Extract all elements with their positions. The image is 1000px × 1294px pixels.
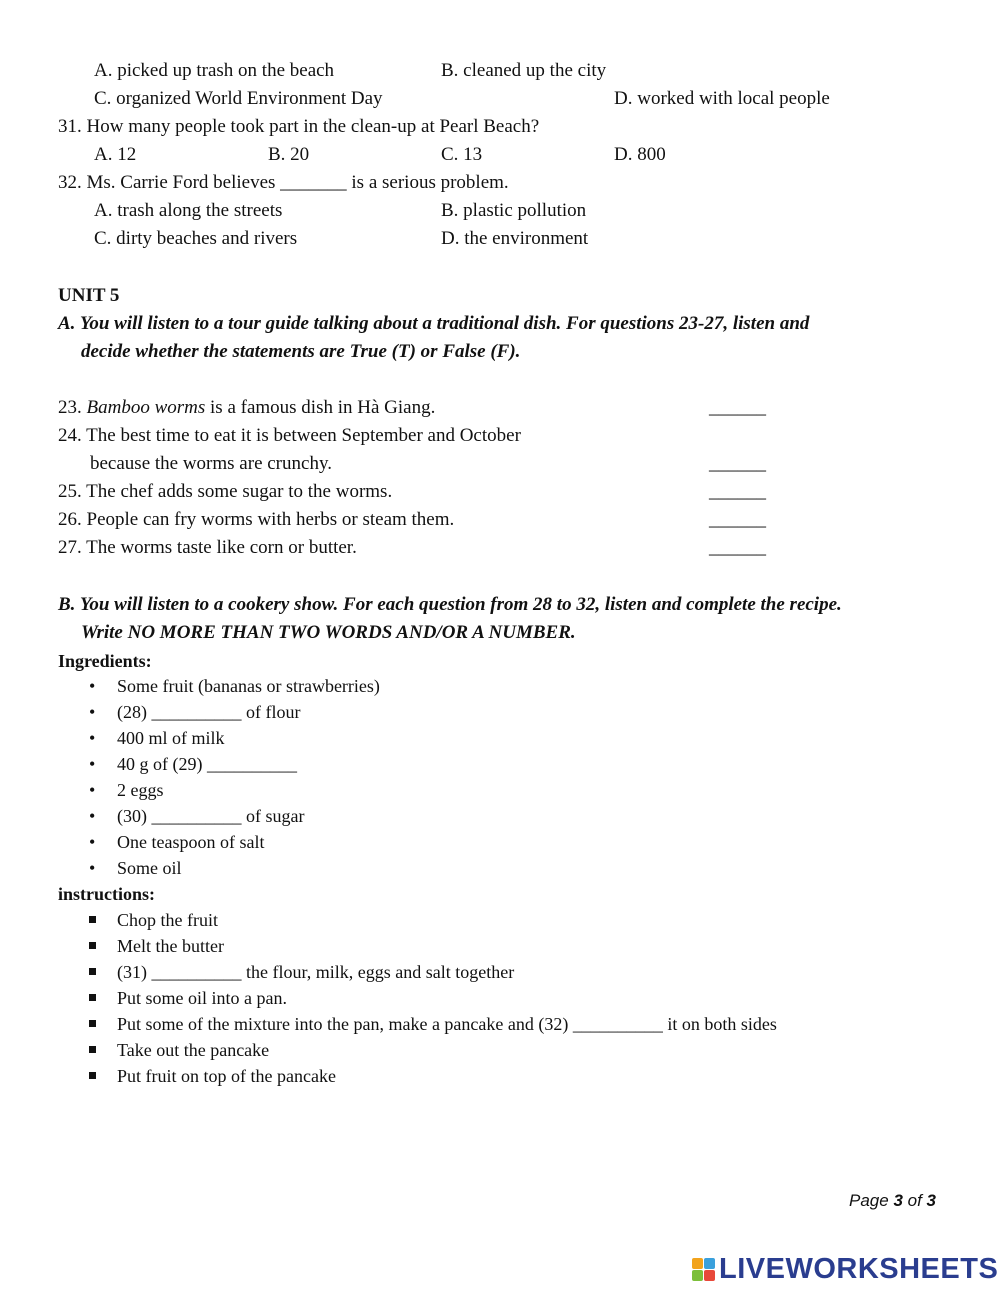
ingredient-item-q28[interactable]: (28) __________ of flour	[117, 702, 301, 722]
ingredient-item: Some fruit (bananas or strawberries)	[117, 676, 380, 696]
ingredients-label: Ingredients:	[58, 651, 152, 671]
section-a-instruction-line2: decide whether the statements are True (T) or False (F).	[81, 341, 521, 362]
square-bullet-icon	[89, 1046, 96, 1053]
square-bullet-icon	[89, 1020, 96, 1027]
ingredient-item: Some oil	[117, 858, 182, 878]
bullet-icon: •	[89, 702, 96, 722]
ingredient-item-q30[interactable]: (30) __________ of sugar	[117, 806, 305, 826]
page-number: Page 3 of 3	[849, 1191, 936, 1210]
bullet-icon: •	[89, 754, 96, 774]
ingredient-item: 400 ml of milk	[117, 728, 225, 748]
logo-icon	[692, 1258, 716, 1282]
ingredient-item-q29[interactable]: 40 g of (29) __________	[117, 754, 297, 774]
q30-option-a: A. picked up trash on the beach	[94, 60, 335, 81]
section-b-instruction-line1: B. You will listen to a cookery show. For each question from 28 to 32, listen and complete the recipe.	[58, 594, 842, 615]
square-bullet-icon	[89, 994, 96, 1001]
q31-question: 31. How many people took part in the clean-up at Pearl Beach?	[58, 116, 540, 137]
instruction-item-q32[interactable]: Put some of the mixture into the pan, make a pancake and (32) __________ it on both sides	[117, 1014, 777, 1034]
ingredient-item: 2 eggs	[117, 780, 164, 800]
unit-heading: UNIT 5	[58, 285, 120, 306]
bullet-icon: •	[89, 858, 96, 878]
instruction-item: Chop the fruit	[117, 910, 218, 930]
q27-answer-blank[interactable]: ______	[709, 537, 766, 558]
ingredient-item: One teaspoon of salt	[117, 832, 265, 852]
q26-answer-blank[interactable]: ______	[709, 509, 766, 530]
q24-statement-line2: because the worms are crunchy.	[90, 453, 332, 474]
q24-answer-blank[interactable]: ______	[709, 453, 766, 474]
square-bullet-icon	[89, 916, 96, 923]
logo-text: LIVEWORKSHEETS	[719, 1253, 999, 1285]
q31-option-d: D. 800	[614, 144, 666, 165]
q25-answer-blank[interactable]: ______	[709, 481, 766, 502]
instruction-item: Put some oil into a pan.	[117, 988, 287, 1008]
q27-statement: 27. The worms taste like corn or butter.	[58, 537, 357, 558]
bullet-icon: •	[89, 780, 96, 800]
q32-option-a: A. trash along the streets	[94, 200, 283, 221]
bullet-icon: •	[89, 728, 96, 748]
square-bullet-icon	[89, 968, 96, 975]
q31-option-c: C. 13	[441, 144, 483, 165]
q30-option-b: B. cleaned up the city	[441, 60, 607, 81]
square-bullet-icon	[89, 942, 96, 949]
instruction-item: Take out the pancake	[117, 1040, 270, 1060]
instructions-label: instructions:	[58, 884, 156, 904]
section-b-instruction-line2: Write NO MORE THAN TWO WORDS AND/OR A NUMBER.	[81, 622, 576, 643]
q30-option-d: D. worked with local people	[614, 88, 830, 109]
instruction-item-q31[interactable]: (31) __________ the flour, milk, eggs and salt together	[117, 962, 515, 982]
section-a-instruction-line1: A. You will listen to a tour guide talking about a traditional dish. For questions 23-27, listen and	[58, 313, 810, 334]
q31-option-a: A. 12	[94, 144, 137, 165]
instruction-item: Put fruit on top of the pancake	[117, 1066, 336, 1086]
q26-statement: 26. People can fry worms with herbs or steam them.	[58, 509, 455, 530]
q30-option-c: C. organized World Environment Day	[94, 88, 383, 109]
q32-option-b: B. plastic pollution	[441, 200, 587, 221]
bullet-icon: •	[89, 832, 96, 852]
q23-answer-blank[interactable]: ______	[709, 397, 766, 418]
bullet-icon: •	[89, 806, 96, 826]
q32-option-c: C. dirty beaches and rivers	[94, 228, 298, 249]
q31-option-b: B. 20	[268, 144, 310, 165]
q32-option-d: D. the environment	[441, 228, 589, 249]
instruction-item: Melt the butter	[117, 936, 224, 956]
q24-statement-line1: 24. The best time to eat it is between September and October	[58, 425, 521, 446]
square-bullet-icon	[89, 1072, 96, 1079]
q25-statement: 25. The chef adds some sugar to the worms.	[58, 481, 393, 502]
q32-question: 32. Ms. Carrie Ford believes _______ is a serious problem.	[58, 172, 509, 193]
bullet-icon: •	[89, 676, 96, 696]
q23-statement: 23. Bamboo worms is a famous dish in Hà Giang.	[58, 397, 436, 418]
